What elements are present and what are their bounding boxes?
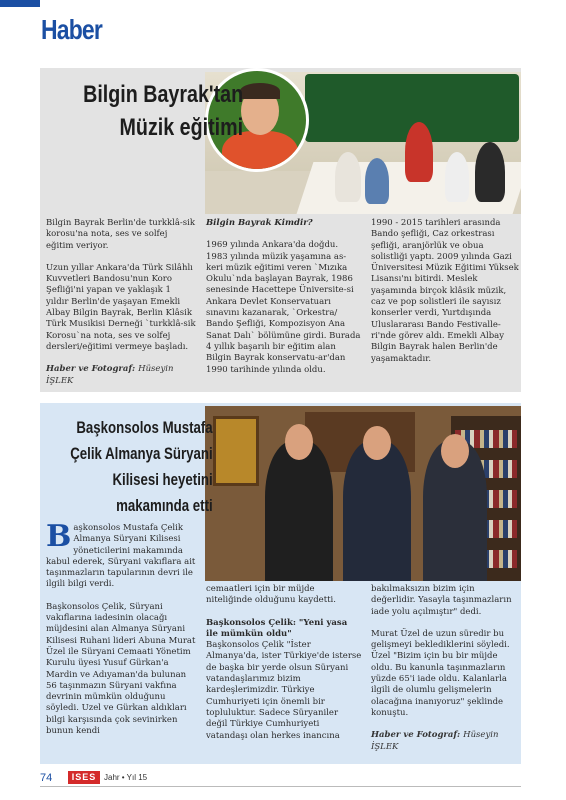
article-bilgin-bayrak [40, 68, 521, 392]
photo-credit: Haber ve Fotograf: Hüseyin İŞLEK [46, 364, 174, 386]
article1-column-2: Bilgin Bayrak Kimdir? 1969 yılında Ankara'da doğdu. 1983 yılında müzik yaşamına as-keri müzik eğitimi veren `Mızıka Okulu`nda başlayan Bayrak, 1986 senesinde Hacettepe Üniversite-si Ankara Devlet Konservatuarı sınavını kazanarak, `Orkestra/ Bando Şefliği, Kompozisyon Ana Sanat Dalı` bölümüne girdi. Burada 4 yıllık başarılı bir eğitim alan Bilgin Bayrak konservatu-ar'dan 1990 tarihinde yılında oldu. [206, 218, 361, 375]
article1-column-3: 1990 - 2015 tarihleri arasında Bando şefliği, Caz orkestrası şefliği, aranjörlük ve obua solistliği yaptı. 2009 yılında Gazi Üniversitesi Müzik Eğitimi Yüksek Lisansı'nı bitirdi. Meslek yaşamında birçok klâsik müzik, caz ve pop solistleri ile sayısız konserler verdi, Yurtdışında Uluslararası Bando Festivalle-ri'nde görev aldı. Emekli Albay Bilgin Bayrak halen Berlin'de yaşamaktadır. [371, 218, 519, 364]
article2-title: Başkonsolos Mustafa Çelik Almanya Süryani Kilisesi heyetini makamında etti [70, 418, 213, 515]
section-title: Haber [41, 14, 102, 45]
article1-title: Bilgin Bayrak'tan Müzik eğitimi [83, 81, 243, 141]
subheading: Başkonsolos Çelik: "Yeni yasa ile mümkün oldu" [206, 617, 348, 639]
article-baskonsolos [40, 403, 521, 764]
subheading: Bilgin Bayrak Kimdir? [206, 218, 313, 228]
article2-column-3: bakılmaksızın bizim için değerlidir. Yasayla taşınmazların iade yolu açılmıştır" dedi. Murat Üzel de uzun süredir bu gelişmeyi beklediklerini söyledi. Üzel "Bizim için bu bir müjde oldu. Bu kanunla taşınmazların yüzde 65'i iade oldu. Kalanlarla ilgili de olumlu gelişmelerin olacağına inanıyoruz" şeklinde konuştu. Haber ve Fotograf: Hüseyin İŞLEK [371, 584, 519, 764]
article2-column-2: cemaatleri için bir müjde niteliğinde olduğunu kaydetti. Başkonsolos Çelik: "Yeni yasa ile mümkün oldu" Başkonsolos Çelik "İster Almanya'da, ister Türkiye'de isterse de başka bir yerde olsun Süryani vatandaşlarımız bizim kardeşlerimizdir. Türkiye Cumhuriyeti için önemli bir topluluktur. Sadece Süryaniler değil Türkiye Cumhuriyeti vatandaşı olan herkes inancına [206, 584, 362, 741]
delegation-photo [205, 406, 521, 581]
drop-cap: B [46, 519, 72, 554]
article1-column-1: Bilgin Bayrak Berlin'de turkklâ-sik korosu'na nota, ses ve solfej eğitim veriyor. Uzun yıllar Ankara'da Türk Silâhlı Kuvvetleri Bandosu'nun Koro Şefliği'ni yapan ve yaklaşık 1 yıldır Berlin'de yaşayan Emekli Albay Bilgin Bayrak, Berlin Klâsik Türk Musikisi Derneği `turkklâ-sik Korosu`na nota, ses ve solfej dersleri/eğitimi vermeye başladı. Haber ve Fotograf: Hüseyin İŞLEK [46, 218, 196, 386]
page-number: 74 [40, 772, 53, 784]
footer-divider [40, 786, 521, 787]
photo-credit: Haber ve Fotograf: Hüseyin İŞLEK [371, 730, 499, 752]
corner-accent [0, 0, 40, 7]
magazine-logo: ISES [68, 771, 100, 784]
article2-column-1: Başkonsolos Mustafa Çelik Almanya Süryani Kilisesi yöneticilerini makamında kabul ederek, Süryani vakıflara ait taşınmazların tapularının devri ile ilgili bilgi verdi. Başkonsolos Çelik, Süryani vakıflarına iadesinin olacağı müjdesini alan Almanya Süryani Kilisesi Ruhani lideri Abuna Murat Üzel ile Süryani Cemaati Yönetim Kurulu üyesi Yusuf Gürkan'a Mardin ve Adıyaman'da bulunan 56 taşınmazın Süryani vakfına devrinin mümkün olduğunu söyledi. Uzel ve Gürkan aldıkları bilgi karşısında çok sevinirken bunun kendi [46, 519, 196, 737]
issue-label: Jahr • Yıl 15 [104, 773, 148, 782]
